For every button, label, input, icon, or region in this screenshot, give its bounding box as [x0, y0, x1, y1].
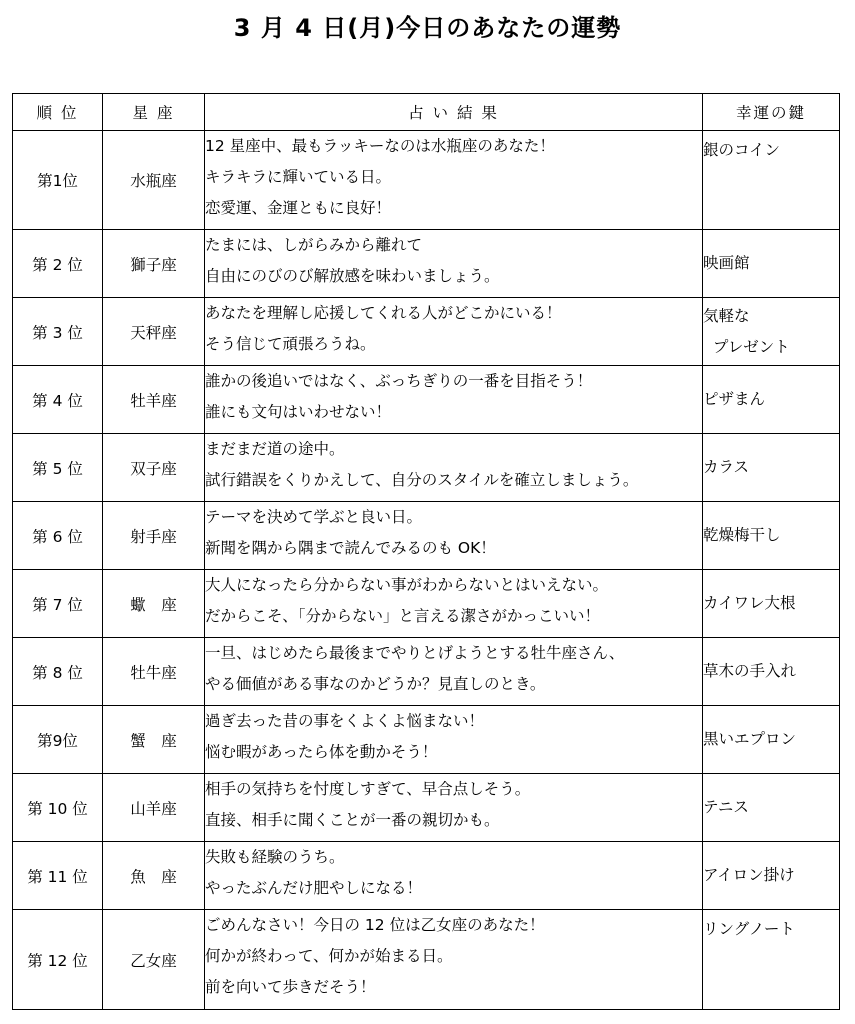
table-row — [13, 638, 840, 706]
lucky-key-cell — [703, 434, 840, 502]
fortune-result-line: キラキラに輝いている日。 — [205, 168, 392, 186]
lucky-key-line: 映画館 — [703, 254, 750, 272]
fortune-result-cell — [205, 842, 703, 910]
lucky-key-line: 気軽な — [703, 306, 750, 325]
fortune-result-cell — [205, 366, 703, 434]
rank-cell: 第 12 位 — [13, 910, 103, 1010]
rank-cell: 第 4 位 — [13, 366, 103, 434]
lucky-key-line: カラス — [703, 458, 750, 476]
fortune-result-line: テーマを決めて学ぶと良い日。 — [205, 508, 423, 526]
lucky-key-line: テニス — [703, 798, 749, 816]
lucky-key-cell — [703, 638, 840, 706]
zodiac-sign-cell: 魚 座 — [103, 842, 205, 910]
rank-cell: 第 10 位 — [13, 774, 103, 842]
fortune-result-line: 自由にのびのび解放感を味わいましょう。 — [205, 267, 500, 285]
lucky-key-cell — [703, 570, 840, 638]
fortune-result-line: そう信じて頑張ろうね。 — [205, 335, 376, 353]
zodiac-sign-cell: 水瓶座 — [103, 131, 205, 230]
fortune-result-line: 12 星座中、最もラッキーなのは水瓶座のあなた！ — [205, 137, 555, 155]
fortune-result-line: 過ぎ去った昔の事をくよくよ悩まない！ — [205, 712, 485, 730]
header-sign: 星 座 — [103, 94, 205, 131]
table-row — [13, 502, 840, 570]
zodiac-sign-cell: 牡羊座 — [103, 366, 205, 434]
rank-cell: 第1位 — [13, 131, 103, 230]
fortune-result-line: あなたを理解し応援してくれる人がどこかにいる！ — [205, 304, 562, 322]
table-row — [13, 774, 840, 842]
table-row — [13, 910, 840, 1010]
fortune-result-line: やる価値がある事なのかどうか？見直しのとき。 — [205, 675, 546, 693]
lucky-key-cell — [703, 910, 840, 1010]
fortune-result-line: 誰にも文句はいわせない！ — [205, 403, 392, 421]
table-row — [13, 842, 840, 910]
lucky-key-cell — [703, 230, 840, 298]
rank-cell: 第 8 位 — [13, 638, 103, 706]
fortune-result-line: だからこそ、「分からない」と言える潔さがかっこいい！ — [205, 607, 600, 625]
fortune-result-cell — [205, 910, 703, 1010]
fortune-result-cell — [205, 638, 703, 706]
rank-cell: 第 6 位 — [13, 502, 103, 570]
zodiac-sign-cell: 天秤座 — [103, 298, 205, 366]
fortune-result-line: 何かが終わって、何かが始まる日。 — [205, 947, 453, 965]
table-row — [13, 570, 840, 638]
fortune-result-cell — [205, 570, 703, 638]
table-row — [13, 434, 840, 502]
fortune-result-line: 相手の気持ちを忖度しすぎて、早合点しそう。 — [205, 780, 531, 798]
zodiac-sign-cell: 双子座 — [103, 434, 205, 502]
fortune-result-line: やったぶんだけ肥やしになる！ — [205, 879, 423, 897]
lucky-key-line: アイロン掛け — [703, 866, 795, 884]
fortune-result-cell — [205, 131, 703, 230]
zodiac-sign-cell: 乙女座 — [103, 910, 205, 1010]
fortune-result-line: ごめんなさい！今日の 12 位は乙女座のあなた！ — [205, 916, 545, 934]
lucky-key-line: プレゼント — [703, 337, 790, 356]
header-result: 占 い 結 果 — [205, 94, 703, 131]
fortune-result-line: まだまだ道の途中。 — [205, 440, 345, 458]
header-lucky: 幸運の鍵 — [703, 94, 840, 131]
lucky-key-line: 草木の手入れ — [703, 662, 797, 680]
table-row — [13, 230, 840, 298]
fortune-result-line: 大人になったら分からない事がわからないとはいえない。 — [205, 576, 609, 594]
rank-cell: 第 11 位 — [13, 842, 103, 910]
lucky-key-line: リングノート — [703, 920, 795, 938]
fortune-result-line: 試行錯誤をくりかえして、自分のスタイルを確立しましょう。 — [205, 471, 639, 489]
lucky-key-cell — [703, 366, 840, 434]
lucky-key-cell — [703, 502, 840, 570]
fortune-result-line: 前を向いて歩きだそう！ — [205, 978, 376, 996]
table-row — [13, 706, 840, 774]
zodiac-sign-cell: 蠍 座 — [103, 570, 205, 638]
rank-cell: 第9位 — [13, 706, 103, 774]
fortune-table — [12, 93, 840, 1010]
lucky-key-cell — [703, 131, 840, 230]
lucky-key-line: ピザまん — [703, 390, 766, 408]
zodiac-sign-cell: 山羊座 — [103, 774, 205, 842]
rank-cell: 第 5 位 — [13, 434, 103, 502]
lucky-key-cell — [703, 298, 840, 366]
lucky-key-line: 乾燥梅干し — [703, 526, 781, 544]
zodiac-sign-cell: 蟹 座 — [103, 706, 205, 774]
fortune-result-line: 一旦、はじめたら最後までやりとげようとする牡牛座さん、 — [205, 644, 625, 662]
fortune-result-line: 失敗も経験のうち。 — [205, 848, 345, 866]
header-rank: 順 位 — [13, 94, 103, 131]
lucky-key-cell — [703, 774, 840, 842]
fortune-result-line: 悩む暇があったら体を動かそう！ — [205, 743, 438, 761]
lucky-key-cell — [703, 842, 840, 910]
lucky-key-line: カイワレ大根 — [703, 594, 796, 612]
fortune-result-line: 恋愛運、金運ともに良好！ — [205, 199, 392, 217]
fortune-result-line: 誰かの後追いではなく、ぶっちぎりの一番を目指そう！ — [205, 372, 593, 390]
table-row — [13, 366, 840, 434]
table-header-row — [13, 94, 840, 131]
fortune-result-cell — [205, 230, 703, 298]
fortune-result-cell — [205, 502, 703, 570]
lucky-key-line: 黒いエプロン — [703, 730, 797, 748]
rank-cell: 第 2 位 — [13, 230, 103, 298]
page-title: 3 月 4 日(月)今日のあなたの運勢 — [233, 14, 622, 42]
fortune-result-cell — [205, 298, 703, 366]
fortune-result-cell — [205, 434, 703, 502]
table-row — [13, 298, 840, 366]
zodiac-sign-cell: 獅子座 — [103, 230, 205, 298]
zodiac-sign-cell: 牡牛座 — [103, 638, 205, 706]
rank-cell: 第 7 位 — [13, 570, 103, 638]
fortune-result-line: 新聞を隅から隅まで読んでみるのも OK！ — [205, 539, 496, 557]
fortune-result-cell — [205, 774, 703, 842]
fortune-result-line: 直接、相手に聞くことが一番の親切かも。 — [205, 811, 500, 829]
fortune-result-cell — [205, 706, 703, 774]
table-row — [13, 131, 840, 230]
lucky-key-line: 銀のコイン — [703, 141, 781, 159]
rank-cell: 第 3 位 — [13, 298, 103, 366]
zodiac-sign-cell: 射手座 — [103, 502, 205, 570]
lucky-key-cell — [703, 706, 840, 774]
fortune-result-line: たまには、しがらみから離れて — [205, 236, 423, 254]
